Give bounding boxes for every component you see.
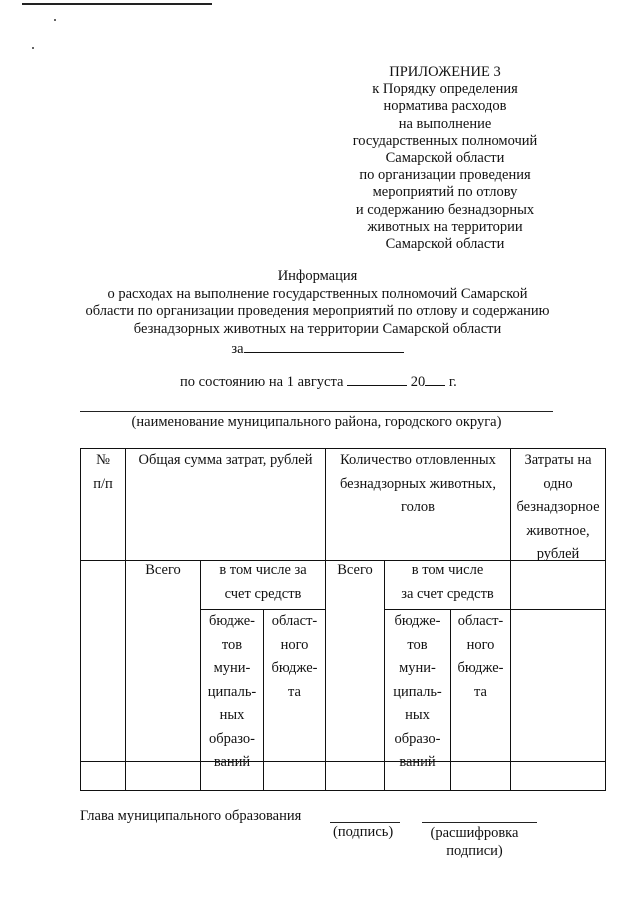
signature-caption: (подпись) xyxy=(333,824,394,840)
header-number: № п/п xyxy=(93,452,113,492)
as-of-prefix: по состоянию на 1 августа xyxy=(180,374,344,390)
appendix-line: мероприятий по отлову xyxy=(372,184,518,201)
as-of-year-blank[interactable] xyxy=(425,371,445,386)
appendix-line: Самарской области xyxy=(385,236,505,253)
appendix-line: животных на территории xyxy=(367,218,523,235)
subheader-cost-municipal: бюдже- тов муни- ципаль- ных образо- ваний xyxy=(207,613,257,770)
top-border-line xyxy=(22,3,212,5)
scan-speck xyxy=(32,47,34,49)
appendix-line: к Порядку определения xyxy=(372,81,518,98)
appendix-line: ПРИЛОЖЕНИЕ 3 xyxy=(389,64,501,80)
header-cost-per-animal: Затраты на одно безнадзорное животное, рублей xyxy=(516,452,600,562)
signature-decode-field[interactable] xyxy=(422,822,537,823)
document-title xyxy=(70,268,565,359)
appendix-header xyxy=(340,64,550,253)
appendix-line: государственных полномочий xyxy=(352,132,538,149)
subheader-count-municipal: бюдже- тов муни- ципаль- ных образо- ваний xyxy=(393,613,442,770)
title-line: о расходах на выполнение государственных полномочий Самарской xyxy=(107,285,528,302)
as-of-date-row xyxy=(180,371,457,391)
period-blank-field[interactable] xyxy=(244,338,404,353)
appendix-line: Самарской области xyxy=(385,150,505,167)
expenses-table xyxy=(80,448,606,791)
as-of-year-prefix: 20 xyxy=(410,374,426,390)
subheader-count-regional: област- ного бюдже- та xyxy=(457,613,504,700)
title-heading: Информация xyxy=(277,268,358,284)
signature-label: Глава муниципального образования xyxy=(80,808,302,824)
municipality-name-field[interactable] xyxy=(80,411,553,412)
subheader-cost-including: в том числе за счет средств xyxy=(219,562,307,602)
period-row xyxy=(70,338,565,359)
appendix-line: норматива расходов xyxy=(383,98,507,115)
table-row[interactable] xyxy=(81,762,605,789)
subheader-count-all: Всего xyxy=(337,562,373,578)
period-prefix: за xyxy=(231,341,244,357)
title-line: области по организации проведения мероприятий по отлову и содержанию xyxy=(85,303,550,319)
signature-field[interactable] xyxy=(330,822,400,823)
table-grid-line xyxy=(125,449,126,790)
subheader-cost-regional: област- ного бюдже- та xyxy=(271,613,318,700)
header-total-cost: Общая сумма затрат, рублей xyxy=(138,452,313,468)
title-line: безнадзорных животных на территории Самарской области xyxy=(133,320,502,337)
appendix-line: по организации проведения xyxy=(359,167,531,184)
signature-decode-caption: (расшифровка подписи) xyxy=(430,825,519,859)
scan-speck xyxy=(54,19,56,21)
as-of-day-blank[interactable] xyxy=(347,371,407,386)
as-of-year-suffix: г. xyxy=(448,374,457,390)
municipality-caption: (наименование муниципального района, городского округа) xyxy=(131,414,502,430)
subheader-total-cost-all: Всего xyxy=(145,562,181,578)
subheader-count-including: в том числе за счет средств xyxy=(401,562,494,602)
appendix-line: на выполнение xyxy=(398,115,492,132)
appendix-line: и содержанию безнадзорных xyxy=(355,201,535,218)
header-animal-count: Количество отловленных безнадзорных животных, голов xyxy=(339,452,497,515)
